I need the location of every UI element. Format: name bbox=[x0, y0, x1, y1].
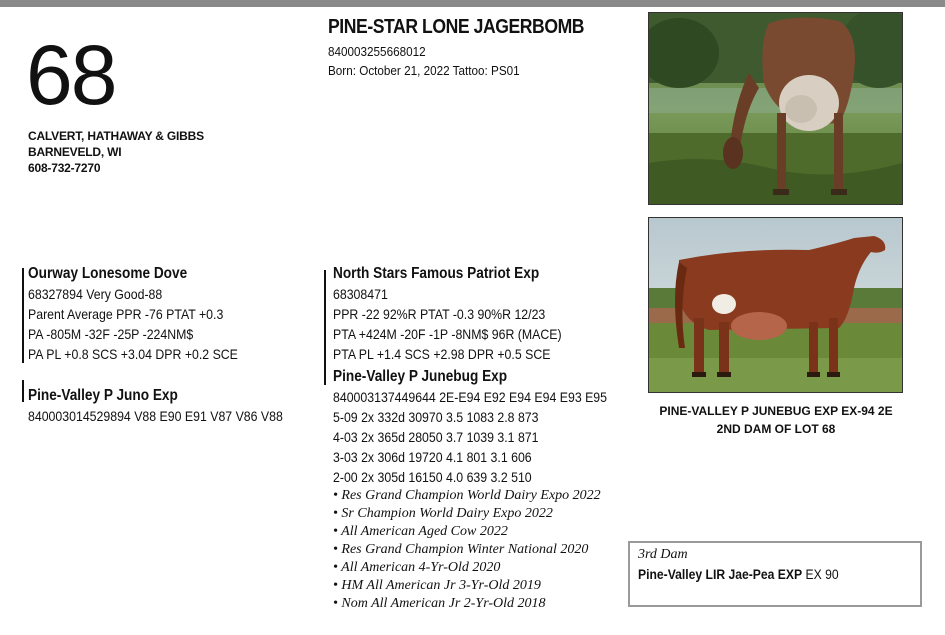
dam-side-photo bbox=[648, 217, 903, 393]
third-dam-name-line bbox=[638, 567, 839, 582]
sire-line-3: PA -805M -32F -25P -224NM$ bbox=[28, 326, 194, 342]
sire-line-4: PA PL +0.8 SCS +3.04 DPR +0.2 SCE bbox=[28, 346, 238, 362]
caption-line-1: PINE-VALLEY P JUNEBUG EXP EX-94 2E bbox=[659, 404, 893, 418]
third-dam-label: 3rd Dam bbox=[638, 547, 688, 562]
animal-meta bbox=[328, 42, 520, 80]
dam-line-5: 2-00 2x 305d 16150 4.0 639 3.2 510 bbox=[333, 469, 532, 485]
dam-sire-line-3: PTA +424M -20F -1P -8NM$ 96R (MACE) bbox=[333, 326, 562, 342]
dam-sire-line-1: 68308471 bbox=[333, 286, 388, 302]
award-item: • All American 4-Yr-Old 2020 bbox=[333, 560, 501, 575]
dam-line-3: 4-03 2x 365d 28050 3.7 1039 3.1 871 bbox=[333, 429, 539, 445]
caption-line-2: 2ND DAM OF LOT 68 bbox=[716, 422, 836, 436]
consignor-name: CALVERT, HATHAWAY & GIBBS bbox=[28, 129, 204, 143]
animal-born-tattoo: Born: October 21, 2022 Tattoo: PS01 bbox=[328, 63, 520, 78]
sire-name: Ourway Lonesome Dove bbox=[28, 265, 188, 282]
consignor-phone: 608-732-7270 bbox=[28, 161, 101, 175]
award-item: • Sr Champion World Dairy Expo 2022 bbox=[333, 506, 553, 521]
photo-caption bbox=[648, 402, 904, 438]
dam-sire-block bbox=[333, 264, 562, 364]
sire-line-1: 68327894 Very Good-88 bbox=[28, 286, 163, 302]
top-rule bbox=[0, 0, 945, 7]
sire-dam-bracket bbox=[22, 380, 24, 402]
cow-rear-photo bbox=[648, 12, 903, 205]
sire-dam-line-1: 840003014529894 V88 E90 E91 V87 V86 V88 bbox=[28, 408, 283, 424]
third-dam-name: Pine-Valley LIR Jae-Pea EXP bbox=[638, 567, 803, 582]
animal-name: PINE-STAR LONE JAGERBOMB bbox=[328, 16, 585, 38]
third-dam-score: EX 90 bbox=[802, 567, 839, 582]
third-dam-box bbox=[628, 541, 922, 607]
award-item: • HM All American Jr 3-Yr-Old 2019 bbox=[333, 578, 541, 593]
sire-line-2: Parent Average PPR -76 PTAT +0.3 bbox=[28, 306, 224, 322]
dam-sire-name: North Stars Famous Patriot Exp bbox=[333, 265, 540, 282]
dam-line-2: 5-09 2x 332d 30970 3.5 1083 2.8 873 bbox=[333, 409, 539, 425]
dam-sire-line-2: PPR -22 92%R PTAT -0.3 90%R 12/23 bbox=[333, 306, 546, 322]
dam-block bbox=[333, 367, 607, 487]
dam-sire-line-4: PTA PL +1.4 SCS +2.98 DPR +0.5 SCE bbox=[333, 346, 551, 362]
award-item: • All American Aged Cow 2022 bbox=[333, 524, 508, 539]
award-item: • Res Grand Champion Winter National 2020 bbox=[333, 542, 589, 557]
lot-number: 68 bbox=[26, 28, 116, 122]
award-item: • Res Grand Champion World Dairy Expo 2022 bbox=[333, 488, 601, 503]
consignor-location: BARNEVELD, WI bbox=[28, 145, 122, 159]
sire-block bbox=[28, 264, 238, 364]
sire-dam-name: Pine-Valley P Juno Exp bbox=[28, 387, 178, 404]
dam-awards bbox=[333, 487, 601, 613]
award-item: • Nom All American Jr 2-Yr-Old 2018 bbox=[333, 596, 546, 611]
dam-line-1: 840003137449644 2E-E94 E92 E94 E94 E93 E95 bbox=[333, 389, 608, 405]
sire-bracket bbox=[22, 268, 24, 363]
dam-line-4: 3-03 2x 306d 19720 4.1 801 3.1 606 bbox=[333, 449, 532, 465]
dam-name: Pine-Valley P Junebug Exp bbox=[333, 368, 508, 385]
animal-registration: 840003255668012 bbox=[328, 44, 426, 59]
consignor-block bbox=[28, 128, 204, 176]
dam-bracket bbox=[324, 270, 326, 385]
sire-dam-block bbox=[28, 386, 283, 426]
